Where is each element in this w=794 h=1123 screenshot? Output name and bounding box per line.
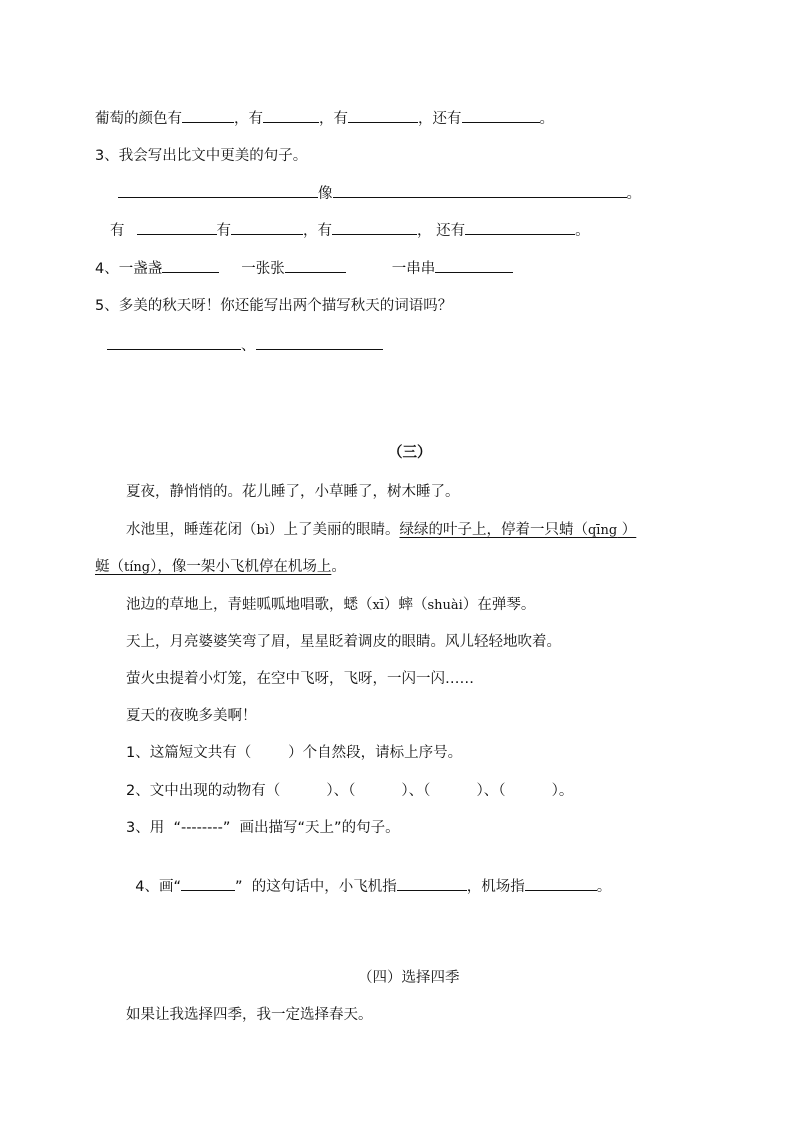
underlined-sentence [399, 522, 636, 538]
blank[interactable] [137, 220, 217, 235]
text: ），像一架小飞机停在机场上 [150, 559, 332, 575]
text: ，有 [234, 111, 263, 127]
blank[interactable] [333, 183, 627, 198]
paragraph-4: 天上，月亮婆婆笑弯了眉，星星眨着调皮的眼睛。风儿轻轻地吹着。 [126, 634, 561, 650]
pinyin: bì [256, 523, 269, 538]
text: ）蟀（ [384, 597, 428, 613]
text: 4、画“ [135, 879, 181, 895]
blank[interactable] [118, 183, 318, 198]
pinyin: qīng [587, 523, 618, 538]
blank[interactable] [263, 108, 319, 123]
blank[interactable] [285, 258, 346, 273]
section-4-heading: （四）选择四季 [358, 970, 460, 986]
s3-question-3: 3、用 “--------” 画出描写“天上”的句子。 [126, 820, 400, 836]
text: 有 [216, 223, 231, 239]
text: ）在弹琴。 [462, 597, 536, 613]
paragraph-2-line-2 [95, 557, 346, 578]
grape-prefix: 葡萄的颜色有 [95, 111, 182, 127]
q3-sentence-line-1 [118, 183, 641, 204]
paragraph-3 [126, 595, 535, 616]
question-5: 5、多美的秋天呀！你还能写出两个描写秋天的词语吗？ [95, 298, 453, 314]
text: 4、一盏盏 [95, 261, 163, 277]
text: 、 [241, 338, 256, 354]
grape-color-line [95, 108, 554, 129]
q5-answer-line [107, 335, 383, 356]
blank[interactable] [332, 220, 417, 235]
text: 。 [539, 111, 554, 127]
s3-question-1: 1、这篇短文共有（ ）个自然段，请标上序号。 [126, 745, 463, 761]
blank[interactable] [465, 220, 575, 235]
text: 像 [318, 186, 333, 202]
text: 水池里，睡莲花闭（ [126, 522, 257, 538]
paragraph-6: 夏天的夜晚多美啊！ [126, 708, 257, 724]
blank[interactable] [181, 876, 235, 891]
text: ） [617, 522, 637, 538]
text: ” 的这句话中，小飞机指 [234, 879, 397, 895]
blank[interactable] [435, 258, 513, 273]
paragraph-1: 夏夜，静悄悄的。花儿睡了，小草睡了，树木睡了。 [126, 484, 460, 500]
text: 。 [331, 559, 346, 575]
blank[interactable] [348, 108, 418, 123]
paragraph-5: 萤火虫提着小灯笼，在空中飞呀，飞呀，一闪一闪…… [126, 671, 474, 687]
text: ，有 [319, 111, 348, 127]
text: 绿绿的叶子上，停着一只蜻（ [399, 522, 588, 538]
blank[interactable] [397, 876, 467, 891]
text: 有 [110, 223, 125, 239]
text: ，机场指 [466, 879, 525, 895]
text: 。 [596, 879, 612, 895]
pinyin: tíng [124, 560, 151, 575]
section-4-paragraph-1: 如果让我选择四季，我一定选择春天。 [126, 1007, 373, 1023]
text: ，有 [303, 223, 332, 239]
blank[interactable] [231, 220, 303, 235]
text: ， 还有 [417, 223, 466, 239]
s3-question-4 [126, 856, 611, 897]
text: 。 [575, 223, 590, 239]
blank[interactable] [162, 258, 219, 273]
question-4 [95, 258, 513, 279]
text: 池边的草地上，青蛙呱呱地唱歌，蟋（ [126, 597, 373, 613]
blank[interactable] [182, 108, 234, 123]
s3-question-2: 2、文中出现的动物有（ ）、（ ）、（ ）、（ ）。 [126, 783, 574, 799]
q3-sentence-line-2 [110, 220, 590, 241]
blank[interactable] [256, 335, 383, 350]
pinyin: xī [372, 598, 384, 613]
question-3: 3、我会写出比文中更美的句子。 [95, 148, 308, 164]
section-3-heading: （三） [388, 445, 432, 461]
text: 蜓（ [95, 559, 124, 575]
underlined-sentence [95, 559, 331, 575]
blank[interactable] [462, 108, 540, 123]
blank[interactable] [525, 876, 597, 891]
text: ，还有 [418, 111, 462, 127]
blank[interactable] [107, 335, 241, 350]
paragraph-2-line-1 [126, 520, 636, 541]
text: 。 [626, 186, 641, 202]
text: 一串串 [391, 261, 436, 277]
text: 一张张 [241, 261, 285, 277]
pinyin: shuài [427, 598, 463, 613]
text: ）上了美丽的眼睛。 [268, 522, 400, 538]
